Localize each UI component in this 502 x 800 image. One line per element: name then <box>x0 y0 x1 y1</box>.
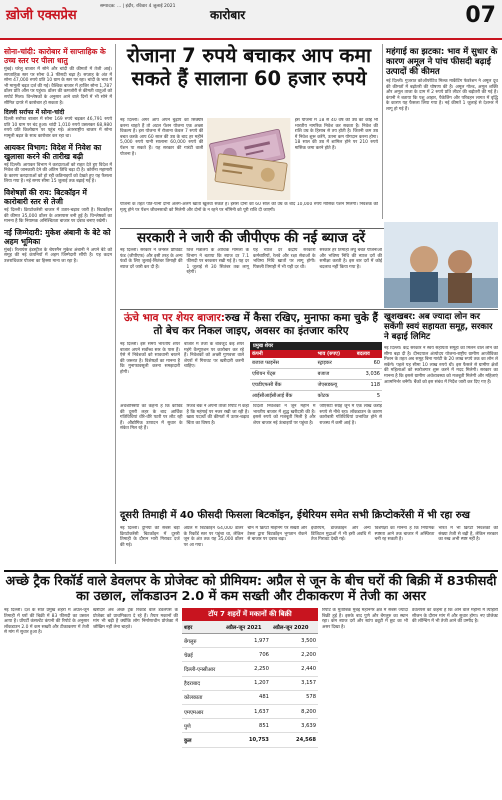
economy-col-2: रिजर्व बैंक ने अपनी ताजा रिपोर्ट में कहा है कि महंगाई पर नजर रखी जा रही है। खाद्य पदार्थों की कीमतों में उतार-चढ़ाव चिंता का विषय है। <box>186 404 249 426</box>
housing-col-3: रिपोर्ट के मुताबिक मुंबई महानगर क्षेत्र में सबसे ज्यादा बिक्री हुई है। इसके बाद पुणे और बेंगलुरु का स्थान रहा। कम ब्याज दरों और स्टांप ड्यूटी में छूट का भी असर दिखा है। <box>322 608 408 630</box>
table-cell: 8,200 <box>271 704 318 718</box>
amul-headline[interactable]: महंगाई का झटका: भाव में सुधार के कारण अमूल ने पांच फीसदी बढ़ाई उत्पादों की कीमत <box>386 47 498 77</box>
right-side-photo <box>384 222 498 308</box>
right-top-column <box>382 44 498 219</box>
shg-loan-headline[interactable]: खुशखबर: अब ज्यादा लोन कर सकेंगी स्वयं सहायता समूह, सरकार ने बढ़ाई लिमिट <box>384 312 493 342</box>
table-cell: 3,157 <box>271 676 318 690</box>
table-cell: दिल्ली-एनसीआर <box>182 662 224 676</box>
ambani-body: मुंबई। रिलायंस इंडस्ट्रीज के चेयरमैन मुकेश अंबानी ने अपने बेटे को समूह की नई कंपनियों में अहम जिम्मेदारी सौंपी है। यह कदम उत्तराधिकार योजना का हिस्सा माना जा रहा है। <box>4 247 112 264</box>
housing-col-city: शहर <box>182 621 224 634</box>
table-cell: 3,036 <box>355 369 382 380</box>
table-cell: जेएसडब्ल्यू <box>316 380 355 391</box>
housing-headline[interactable]: अच्छे ट्रैक रिकॉर्ड वाले डेवलपर के प्रोजेक्ट को प्रीमियम: अप्रैल से जून के बीच घरों की बिक्री में 83फीसदी का उछाल, लॉकडाउन 2.0 में कम सख्ती और टीकाकरण में तेजी का असर <box>4 570 498 604</box>
markets-body-1: नई दिल्ली। इस समय भारतीय शेयर बाजार अपने सर्वोच्च स्तर के पास हैं। ऐसे में निवेशकों को सावधानी बरतने की जरूरत है। विशेषज्ञों का मानना है कि मुनाफावसूली करना समझदारी होगी। <box>120 342 180 375</box>
table-cell: एशियन पेंट्स <box>250 369 316 380</box>
gpf-body-3: यह ब्याज दर केंद्रीय सरकारी कर्मचारियों, रेलवे और रक्षा सेवाओं के भविष्य निधि खातों पर लागू होगी। पिछली तिमाही में भी यही दर थी। <box>253 248 316 270</box>
table-cell: बजाज फाइनेंस <box>250 358 316 369</box>
table-cell: कोटक <box>316 391 355 402</box>
section-title: कारोबार <box>210 8 246 22</box>
markets-body-2: बाजार में तेजी के बावजूद कई शेयर महंगे वैल्यूएशन पर कारोबार कर रहे हैं। निवेशकों को अच्छी गुणवत्ता वाले शेयरों में गिरावट पर खरीदारी करनी चाहिए। <box>184 342 244 370</box>
table-row <box>182 719 318 733</box>
divider-markets-top <box>120 309 498 310</box>
table-cell: चेन्नई <box>182 648 224 662</box>
bitcoin-col-3: चीन में क्रिप्टो माइनिंग पर सख्ती और टेस्ला द्वारा बिटकॉइन भुगतान रोकने से बाजार पर दबाव बढ़ा। <box>247 526 307 543</box>
table-cell: 5 <box>355 391 382 402</box>
housing-sales-table <box>182 608 318 748</box>
bitcoin-opinion-body: नई दिल्ली। क्रिप्टोकरेंसी बाजार में उतार-चढ़ाव जारी है। बिटकॉइन की कीमत 35,000 डॉलर के आसपास बनी हुई है। विश्लेषकों का मानना है कि नियामक अनिश्चितता बाजार पर दबाव बनाए रखेगी। <box>4 207 112 225</box>
housing-table-grid <box>182 621 318 748</box>
table-row <box>250 380 382 391</box>
economy-col-3: विदेशी निवेशकों ने जून महीने में भारतीय बाजार में शुद्ध खरीदारी की है। इससे रुपये को मजबूती मिली है और शेयर बाजार नई ऊंचाइयों पर पहुंचा है। <box>253 404 316 426</box>
newspaper-logo: ख़ोजी एक्सप्रेस <box>6 8 77 23</box>
table-cell: हैदराबाद <box>182 676 224 690</box>
housing-col-2021: अप्रैल-जून 2021 <box>224 621 271 634</box>
table-cell: 481 <box>224 690 271 704</box>
table-row <box>182 704 318 718</box>
markets-headline-rest: रुख में कैसा रखिए, मुनाफा कमा चुके हैं तो बेच कर निकल जाइए, अवसर का इंतजार करिए <box>153 312 378 337</box>
page-number: 07 <box>465 3 496 28</box>
markets-headline[interactable] <box>120 312 382 338</box>
income-tax-body: नई दिल्ली। आयकर विभाग ने करदाताओं को राहत देते हुए विदेश में निवेश की जानकारी देने की अंतिम तिथि बढ़ा दी है। कोरोना महामारी के कारण करदाताओं को हो रही कठिनाइयों को देखते हुए यह फैसला लिया गया है। नई समय सीमा 15 जुलाई तक बढ़ाई गई है। <box>4 162 112 185</box>
table-cell: एमएमआर <box>182 704 224 718</box>
bitcoin-col-5: विशेषज्ञों का मानना है कि नियामक स्पष्टता आने तक बाजार में अस्थिरता बनी रह सकती है। <box>374 526 435 543</box>
table-row <box>182 676 318 690</box>
edition-line: सम्पादक: ... | इंदौर, रविवार 4 जुलाई 2021 <box>100 4 176 9</box>
ambani-headline[interactable]: नई जिम्मेदारी: मुकेश अंबानी के बेटे को अहम भूमिका <box>4 227 111 246</box>
lead-col-2: इस योजना में 18 से 40 वर्ष की उम्र का कोई भी भारतीय नागरिक निवेश कर सकता है। निवेश की राशि उम्र के हिसाब से तय होती है। जितनी कम उम्र में निवेश शुरू करेंगे, उतना कम योगदान करना होगा। 18 साल की उम्र में शामिल होने पर 210 रुपये मासिक जमा करने होते हैं। <box>294 118 378 151</box>
housing-col-2020: अप्रैल-जून 2020 <box>271 621 318 634</box>
table-cell: आईसीआईसीआई बैंक <box>250 391 316 402</box>
stock-col-company: कंपनी <box>250 350 316 358</box>
housing-col-1: नई दिल्ली। देश के सात प्रमुख शहरों में अप्रैल-जून तिमाही में घरों की बिक्री में 83 फीसदी का उछाल आया है। प्रॉपर्टी कंसल्टेंट कंपनी की रिपोर्ट के अनुसार लॉकडाउन 2.0 में कम सख्ती और टीकाकरण में तेजी से मांग में सुधार हुआ है। <box>4 608 89 636</box>
table-cell: 24,568 <box>271 733 318 747</box>
gold-story-body-2: दिल्ली सर्राफा बाजार में सोना 169 रुपये चढ़कर 46,791 रुपये प्रति 10 ग्राम पर बंद हुआ। चांदी 1,010 रुपये उछलकर 68,980 रुपये प्रति किलोग्राम पर पहुंच गई। अंतरराष्ट्रीय बाजार में सोना मामूली बढ़त के साथ कारोबार कर रहा था। <box>4 117 112 139</box>
table-cell: 578 <box>271 690 318 704</box>
bitcoin-headline[interactable]: दूसरी तिमाही में 40 फीसदी फिसला बिटकॉइन, ईथेरियम समेत सभी क्रिप्टोकरेंसी में भी रहा रुख <box>120 510 470 521</box>
table-row <box>182 662 318 676</box>
lead-col-3: योजना के तहत पति-पत्नी दोनों अलग-अलग खाता खुलवा सकते हैं। इससे दोनों को 60 साल की उम्र के बाद 10,000 रुपये मासिक पेंशन मिलेगी। निवेशक की मृत्यु होने पर पेंशन जीवनसाथी को मिलेगी और दोनों के न रहने पर नॉमिनी को पूरी राशि दी जाएगी। <box>120 202 378 213</box>
table-cell: 851 <box>224 719 271 733</box>
gold-story-headline[interactable]: सोना-चांदी: कारोबार में साप्ताहिक के उच्च स्तर पर पीला धातु <box>4 47 106 65</box>
table-cell: 2,250 <box>224 662 271 676</box>
stock-table-title: प्रमुख शेयर <box>250 342 382 350</box>
currency-photo <box>207 118 290 200</box>
table-cell: एचडीएफसी बैंक <box>250 380 316 391</box>
gold-story-body: मुंबई। घरेलू बाजार में सोने और चांदी की कीमतों में तेजी आई। साप्ताहिक स्तर पर सोना 0.3 फीसदी चढ़ा है। सप्ताह के अंत में सोना 47,000 रुपये प्रति 10 ग्राम के स्तर पर रहा। चांदी के भाव में भी मामूली बढ़त दर्ज की गई। वैश्विक बाजार में हाजिर सोना 1,787 डॉलर प्रति औंस पर पहुंचा। डॉलर की कमजोरी से कीमती धातुओं को सपोर्ट मिला। विश्लेषकों के अनुसार आने वाले दिनों में भी सोने में सीमित दायरे में कारोबार हो सकता है। <box>4 67 112 106</box>
table-cell: 2,200 <box>271 648 318 662</box>
table-cell: 118 <box>355 380 382 391</box>
left-column <box>4 44 116 564</box>
bitcoin-body <box>120 526 498 566</box>
economy-col-1: अर्थशास्त्रियों का कहना है कि कोविड की दूसरी लहर के बाद आर्थिक गतिविधियां धीरे-धीरे पटरी पर लौट रही हैं। औद्योगिक उत्पादन में सुधार के संकेत मिल रहे हैं। <box>120 404 183 432</box>
table-cell: 1,207 <box>224 676 271 690</box>
shg-loan-body: नई दिल्ली। केंद्र सरकार ने स्वयं सहायता समूहों को मिलने वाले लोन की सीमा बढ़ा दी है। दीनदयाल अंत्योदय योजना-राष्ट्रीय ग्रामीण आजीविका मिशन के तहत अब समूह बिना गारंटी के 20 लाख रुपये तक का लोन ले सकेंगे। पहले यह सीमा 10 लाख रुपये थी। इस फैसले से ग्रामीण क्षेत्रों की महिलाओं को स्वरोजगार शुरू करने में मदद मिलेगी। सरकार का मानना है कि इससे ग्रामीण अर्थव्यवस्था को मजबूती मिलेगी और महिलाएं आत्मनिर्भर बनेंगी। बैंकों को इस संबंध में निर्देश जारी कर दिए गए हैं। <box>384 346 498 385</box>
economy-col-4: जीएसटी संग्रह जून में एक लाख करोड़ रुपये से नीचे रहा। लॉकडाउन के कारण कारोबारी गतिविधियां प्रभावित होने से राजस्व में कमी आई है। <box>319 404 382 426</box>
table-cell: बजाज <box>316 369 355 380</box>
table-cell: पुणे <box>182 719 224 733</box>
table-row <box>250 391 382 402</box>
bitcoin-col-2: अप्रैल में बिटकॉइन 64,000 डॉलर के रिकॉर्ड स्तर पर पहुंचा था, लेकिन जून के अंत तक यह 35,000 डॉलर पर आ गया। <box>183 526 244 548</box>
table-cell: कोलकाता <box>182 690 224 704</box>
gpf-body-1: नई दिल्ली। सरकार ने जनरल प्रोविडेंट फंड (जीपीएफ) और इसी तरह के अन्य फंडों के लिए जुलाई-सितंबर तिमाही की ब्याज दरें जारी कर दी हैं। <box>120 248 183 270</box>
markets-body <box>120 342 244 402</box>
table-cell: बेंगलुरु <box>182 634 224 648</box>
gpf-body-2: वित्त मंत्रालय के आर्थिक मामलों के विभाग ने बताया कि ब्याज दर 7.1 फीसदी पर बरकरार रखी गई है। यह दर 1 जुलाई से 30 सितंबर तक लागू रहेगी। <box>186 248 249 276</box>
lead-headline[interactable]: रोजाना 7 रुपये बचाकर आप कमा सकते हैं सालाना 60 हजार रुपये <box>126 44 372 90</box>
table-cell: 1,977 <box>224 634 271 648</box>
table-row <box>250 369 382 380</box>
table-total-row <box>182 733 318 747</box>
bitcoin-col-1: नई दिल्ली। दुनिया की सबसे बड़ी क्रिप्टोकरेंसी बिटकॉइन में दूसरी तिमाही के दौरान भारी गिरावट दर्ज की गई। <box>120 526 180 548</box>
lead-photo-row <box>120 118 378 200</box>
stock-col-change: बदलाव <box>355 350 382 358</box>
economy-brief <box>120 404 382 506</box>
table-cell: 10,753 <box>224 733 271 747</box>
table-cell: 706 <box>224 648 271 662</box>
gold-story-subhead: दिल्ली सर्राफा में सोना-चांदी <box>4 109 65 117</box>
table-cell: स्ट्राइकर <box>316 358 355 369</box>
bitcoin-col-6: भारत में भी क्रिप्टो निवेशकों की संख्या तेजी से बढ़ी है, लेकिन सरकार का रुख अभी स्पष्ट नहीं है। <box>438 526 498 543</box>
table-cell: 60 <box>355 358 382 369</box>
income-tax-headline[interactable]: आयकर विभाग: विदेश में निवेश का खुलासा करने की तारीख बढ़ी <box>4 142 102 161</box>
amul-body: नई दिल्ली। गुजरात कोऑपरेटिव मिल्क मार्केटिंग फेडरेशन ने अमूल दूध की कीमतों में बढ़ोतरी की घोषणा की है। अमूल गोल्ड, अमूल शक्ति और अमूल ताजा के दाम में 2 रुपये प्रति लीटर की बढ़ोतरी की गई है। कंपनी ने बताया कि पशु आहार, पैकेजिंग और परिवहन लागत में वृद्धि के कारण यह फैसला लिया गया है। नई कीमतें 1 जुलाई से देशभर में लागू हो गई हैं। <box>386 79 498 112</box>
lead-story <box>120 44 378 90</box>
housing-col-4: डेवलपर्स का कहना है कि आने वाले महीनों में त्योहारी सीजन के दौरान मांग में और सुधार होगा। नए प्रोजेक्ट की लॉन्चिंग में भी तेजी आने की उम्मीद है। <box>412 608 498 625</box>
table-cell: 3,639 <box>271 719 318 733</box>
stock-table <box>250 342 382 402</box>
gpf-body-4: सरकार हर तिमाही लघु बचत योजनाओं और भविष्य निधि की ब्याज दरों की समीक्षा करती है। इस बार दरों में कोई बदलाव नहीं किया गया है। <box>319 248 382 270</box>
table-row <box>182 690 318 704</box>
housing-body-left <box>4 608 178 798</box>
housing-table-title: टॉप 7 शहरों में मकानों की बिक्री <box>182 608 318 621</box>
markets-headline-kicker: ऊंचे भाव पर शेयर बाजार: <box>123 312 225 324</box>
gpf-body <box>120 248 382 306</box>
housing-col-2: खरीदार अब अच्छे ट्रैक रिकॉर्ड वाले डेवलपर्स के प्रोजेक्ट को प्राथमिकता दे रहे हैं। तैयार मकानों की मांग भी बढ़ी है क्योंकि लोग निर्माणाधीन प्रोजेक्ट में जोखिम नहीं लेना चाहते। <box>93 608 178 630</box>
bitcoin-opinion-headline[interactable]: विशेषज्ञों की राय: बिटकॉइन में कारोबारी स्तर से तेजी <box>4 187 87 206</box>
bitcoin-col-4: ईथेरियम, डॉजकॉइन और अन्य डिजिटल मुद्राओं में भी इसी अवधि में तेज गिरावट देखी गई। <box>311 526 371 543</box>
table-cell: 2,440 <box>271 662 318 676</box>
lead-col-1: नई दिल्ली। अगर आप अपने बुढ़ापे को सिक्योर करना चाहते हैं तो अटल पेंशन योजना एक अच्छा विकल्प है। इस योजना में रोजाना केवल 7 रुपये की बचत करके आप 60 साल की उम्र के बाद हर महीने 5,000 रुपये यानी सालाना 60,000 रुपये की पेंशन पा सकते हैं। यह सरकार की गारंटी वाली योजना है। <box>120 118 204 157</box>
table-row <box>182 634 318 648</box>
table-row <box>182 648 318 662</box>
stock-col-price: भाव (रुपए) <box>316 350 355 358</box>
table-cell: 3,500 <box>271 634 318 648</box>
table-cell: कुल <box>182 733 224 747</box>
housing-body-right <box>322 608 498 798</box>
stock-table-grid <box>250 350 382 402</box>
table-cell: 1,637 <box>224 704 271 718</box>
table-row <box>250 358 382 369</box>
masthead <box>0 0 502 40</box>
gpf-headline[interactable]: सरकारी ने जारी की जीपीएफ की नई ब्याज दरें <box>136 230 366 246</box>
